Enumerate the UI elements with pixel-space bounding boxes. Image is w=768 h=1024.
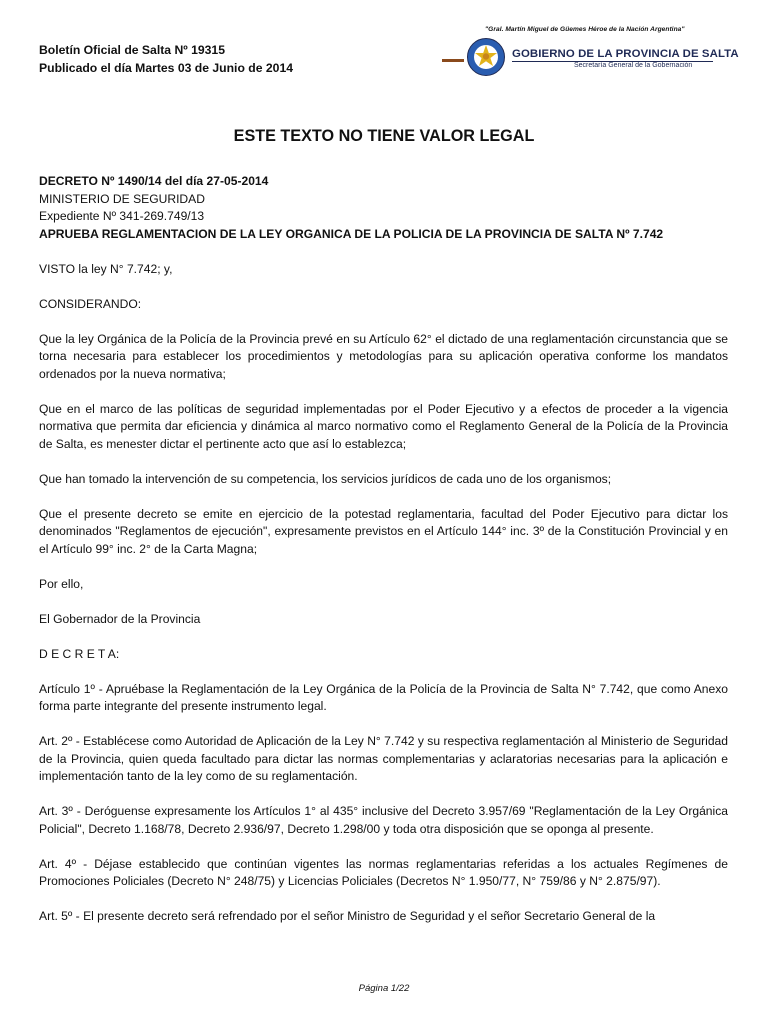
gov-name: GOBIERNO DE LA PROVINCIA DE SALTA: [512, 48, 739, 60]
bulletin-number: Boletín Oficial de Salta Nº 19315: [39, 43, 225, 57]
considerando-heading: CONSIDERANDO:: [39, 296, 142, 311]
provincial-seal-icon: [466, 37, 506, 77]
gov-subtitle: Secretaría General de la Gobernación: [574, 62, 693, 69]
paragraph-2: Que en el marco de las políticas de seguridad implementadas por el Poder Ejecutivo y a efectos de proceder a la vigencia normativa que permita dar eficiencia y dinámica al marco normativo como el Reglamento General de la Policía de la Provincia de Salta, es menester dictar el pertinente acto que así lo establezca;: [39, 401, 728, 451]
governor-line: El Gobernador de la Provincia: [39, 611, 201, 626]
bulletin-header: [39, 42, 293, 77]
article-4: Art. 4º - Déjase establecido que continúan vigentes las normas reglamentarias referidas a los actuales Regímenes de Promociones Policiales (Decreto N° 248/75) y Licencias Policiales (Decretos N° 1.950/77, N° 759/86 y N° 2.875/97).: [39, 856, 728, 888]
ministry-name: MINISTERIO DE SEGURIDAD: [39, 191, 205, 206]
page-number: Página 1/22: [358, 983, 410, 994]
decreta-heading: D E C R E T A:: [39, 646, 120, 661]
publication-date: Publicado el día Martes 03 de Junio de 2014: [39, 60, 293, 75]
por-ello-line: Por ello,: [39, 576, 84, 591]
gov-accent-bar: [442, 59, 464, 62]
article-2: Art. 2º - Establécese como Autoridad de Aplicación de la Ley N° 7.742 y su respectiva reglamentación al Ministerio de Seguridad de la Provincia, quien queda facultado para dictar las normas complementarias y aclaratorias necesarias para la aplicación e implementación tanto de la ley como de su reglamentación.: [39, 734, 728, 783]
article-1: Artículo 1º - Apruébase la Reglamentación de la Ley Orgánica de la Policía de la Provincia de Salta N° 7.742, que como Anexo forma parte integrante del presente instrumento legal.: [39, 681, 728, 713]
visto-line: VISTO la ley N° 7.742; y,: [39, 261, 173, 276]
decree-number: DECRETO Nº 1490/14 del día 27-05-2014: [39, 174, 269, 188]
paragraph-4: Que el presente decreto se emite en ejercicio de la potestad reglamentaria, facultad del Poder Ejecutivo para dictar los denominados "Reglamentos de ejecución", expresamente previstos en el Artículo 144° inc. 3º de la Constitución Provincial y en el Artículo 99° inc. 2° de la Carta Magna;: [39, 506, 728, 556]
article-5: Art. 5º - El presente decreto será refrendado por el señor Ministro de Seguridad y el señor Secretario General de la: [39, 909, 656, 923]
article-3: Art. 3º - Deróguense expresamente los Artículos 1° al 435° inclusive del Decreto 3.957/69 "Reglamentación de la Ley Orgánica Policial", Decreto 1.168/78, Decreto 2.936/97, Decreto 1.298/00 y toda otra disposición que se oponga al presente.: [39, 804, 728, 836]
page-title: ESTE TEXTO NO TIENE VALOR LEGAL: [233, 127, 535, 145]
decree-body: [39, 173, 728, 943]
decree-subject: APRUEBA REGLAMENTACION DE LA LEY ORGANICA DE LA POLICIA DE LA PROVINCIA DE SALTA Nº 7.742: [39, 226, 664, 241]
paragraph-3: Que han tomado la intervención de su competencia, los servicios jurídicos de cada uno de los organismos;: [39, 471, 612, 486]
paragraph-1: Que la ley Orgánica de la Policía de la Provincia prevé en su Artículo 62° el dictado de una reglamentación circunstancia que se torna necesaria para establecer los procedimientos y metodologías para su aplicación operativa conforme los mandatos ordenados por la nueva normativa;: [39, 331, 728, 381]
gov-motto: "Gral. Martín Miguel de Güemes Héroe de la Nación Argentina": [485, 26, 685, 33]
file-number: Expediente Nº 341-269.749/13: [39, 209, 205, 223]
